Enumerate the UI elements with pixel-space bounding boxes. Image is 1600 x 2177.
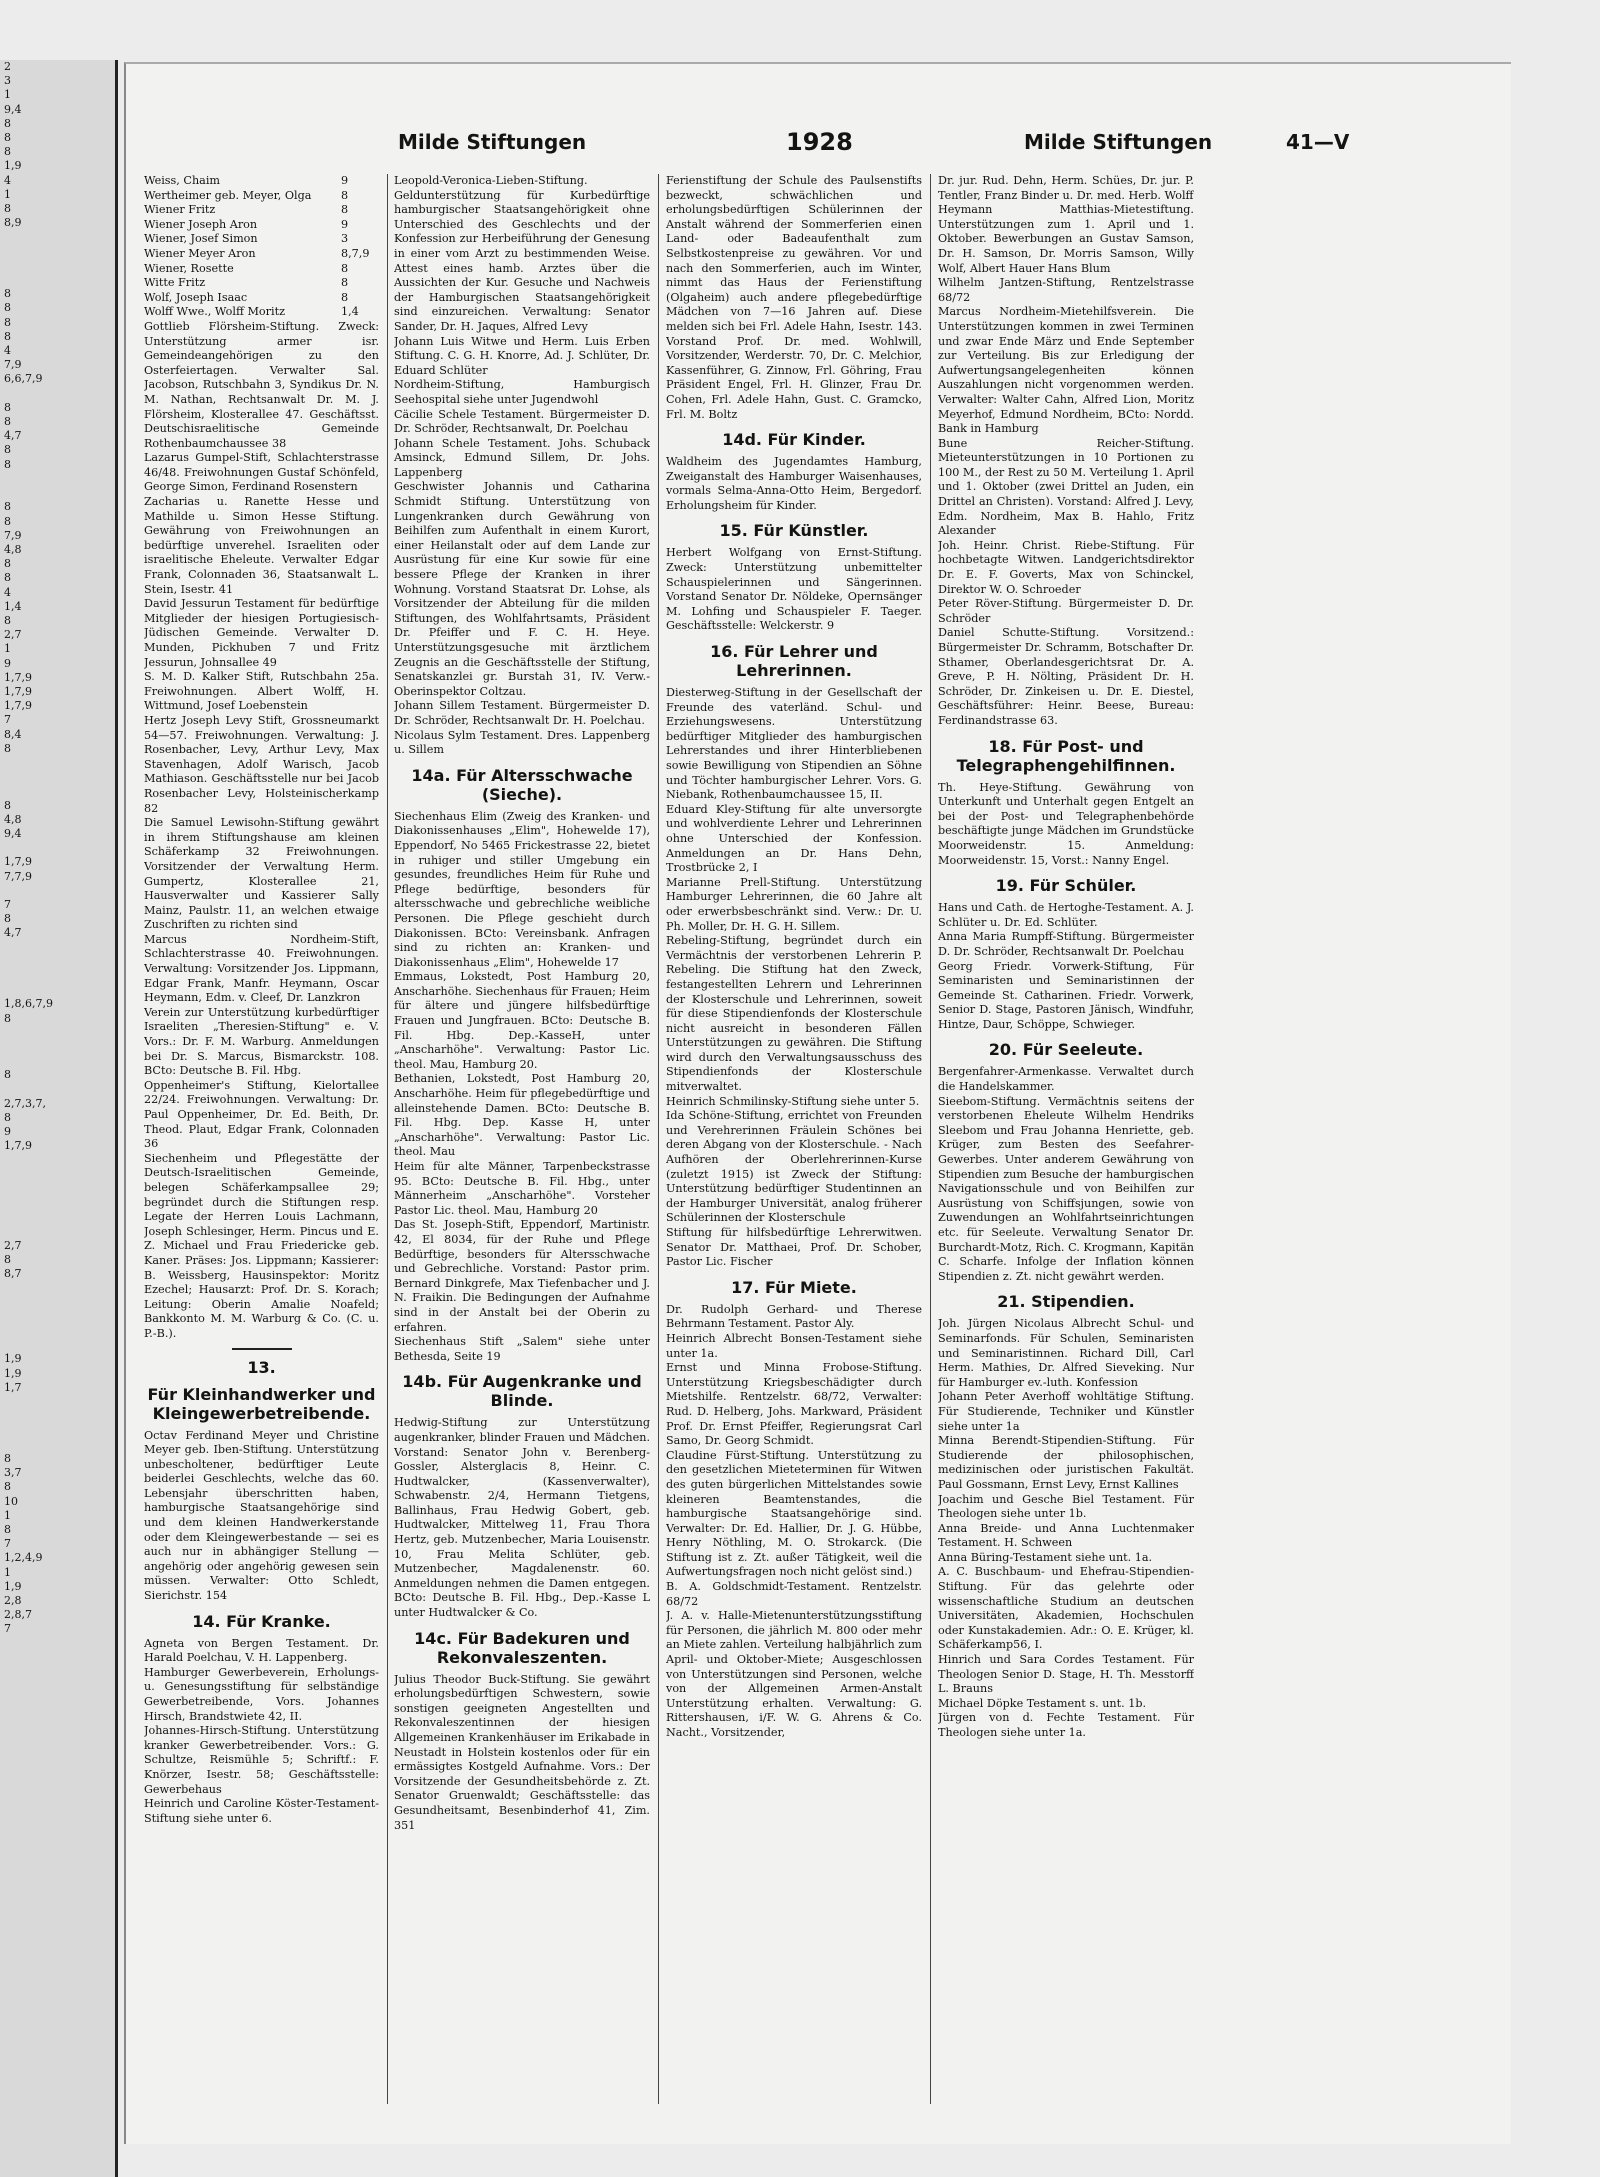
prev-page-number: 8 <box>4 912 11 926</box>
prev-page-number <box>0 983 115 997</box>
section-heading: 16. Für Lehrer und Lehrerinnen. <box>710 642 878 681</box>
prev-page-number: 1,7,9 <box>4 684 32 698</box>
prev-page-number: 8 <box>4 131 11 145</box>
prev-page-number: 8 <box>4 202 11 216</box>
section-heading: 21. Stipendien. <box>997 1292 1135 1312</box>
name-list-row <box>144 247 379 262</box>
prev-page-number: 1 <box>4 187 11 201</box>
prev-page-number: 1,4 <box>4 599 22 613</box>
entry: Joachim und Gesche Biel Testament. Für Theologen siehe unter 1b. <box>938 1492 1194 1521</box>
prev-page-number: 8 <box>4 741 11 755</box>
prev-page-number <box>0 259 115 273</box>
column-4 <box>938 174 1194 2104</box>
previous-page-edge <box>0 60 118 2177</box>
prev-page-number: 1,9 <box>4 1352 22 1366</box>
entry: Sieebom-Stiftung. Vermächtnis seitens der verstorbenen Eheleute Wilhelm Hendriks Sleebom und Frau Johanna Henriette, geb. Krüger, zum Besten des Seefahrer-Gewerbes. Unter anderem Gewährung von Stipendien zum Besuche der hamburgischen Navigationsschule und von Beihilfen zur Ausrüstung von Schiffsjungen, sowie von Zuwendungen an Wohlfahrtseinrichtungen etc. für Seeleute. Verwaltung Senator Dr. Burchardt-Motz, Rich. C. Krogmann, Kapitän C. Scharfe. Infolge der Inflation können Stipendien z. Zt. nicht gewährt werden. <box>938 1094 1194 1283</box>
prev-page-number: 7,7,9 <box>4 869 32 883</box>
prev-page-number <box>0 1196 115 1210</box>
name-list-name: Wiener Fritz <box>144 203 216 217</box>
entry: Dr. Rudolph Gerhard- und Therese Behrmann Testament. Pastor Aly. <box>666 1302 922 1331</box>
entry: Marianne Prell-Stiftung. Unterstützung Hamburger Lehrerinnen, die 60 Jahre alt oder erwerbsbeschränkt sind. Verw.: Dr. U. Ph. Moller, Dr. H. G. H. Sillem. <box>666 875 922 933</box>
entry: Geschwister Johannis und Catharina Schmidt Stiftung. Unterstützung von Lungenkranken durch Gewährung von Beihilfen zum Aufenthalt in einem Kurort, einer Heilanstalt oder auf dem Lande zur Ausrüstung für eine Kur sowie für eine bessere Pflege der Kranken in ihrer Wohnung. Vorstand Staatsrat Dr. Lohse, als Vorsitzender der Abteilung für die milden Stiftungen, des Wohlfahrtsamts, Präsident Dr. Pfeiffer und F. C. H. Heye. Unterstützungsgesuche mit ärztlichem Zeugnis an die Geschäftsstelle der Stiftung, Senatskanzlei gr. Burstah 31, IV. Verw.-Oberinspektor Coltzau. <box>394 480 650 698</box>
name-list-row <box>144 291 379 306</box>
section-heading: Für Kleinhandwerker und Kleingewerbetreibende. <box>147 1384 376 1423</box>
entry: Cäcilie Schele Testament. Bürgermeister D. Dr. Schröder, Rechtsanwalt, Dr. Poelchau <box>394 407 650 436</box>
prev-page-number: 9,4 <box>4 102 22 116</box>
entry: Herbert Wolfgang von Ernst-Stiftung. Zweck: Unterstützung unbemittelter Schauspielerinnen und Sängerinnen. Vorstand Senator Dr. Nöldeke, Opernsänger M. Lohfing und Schauspieler F. Taeger. Geschäftsstelle: Welckerstr. 9 <box>666 546 922 633</box>
entry: Oppenheimer's Stiftung, Kielortallee 22/24. Freiwohnungen. Verwaltung: Dr. Paul Oppenheimer, Dr. Ed. Beith, Dr. Theod. Plaut, Edgar Frank, Colonnaden 36 <box>144 1078 379 1151</box>
entry: Das St. Joseph-Stift, Eppendorf, Martinistr. 42, El 8034, für der Ruhe und Pflege Bedürftige, besonders für Altersschwache und Gebrechliche. Vorstand: Pastor prim. Bernard Dinkgrefe, Max Tiefenbacher und J. N. Fraikin. Die Bedingungen der Aufnahme sind in der Anstalt bei der Oberin zu erfahren. <box>394 1218 650 1334</box>
prev-page-number <box>0 273 115 287</box>
prev-page-number: 1,8,6,7,9 <box>4 997 53 1011</box>
prev-page-number: 4,7 <box>4 926 22 940</box>
prev-page-number <box>0 1409 115 1423</box>
prev-page-number <box>0 1083 115 1097</box>
entry: Joh. Jürgen Nicolaus Albrecht Schul- und Seminarfonds. Für Schulen, Seminaristen und Seminaristinnen. Richard Dill, Carl Herm. Mathies, Dr. Alfred Sieveking. Nur für Hamburger ev.-luth. Konfession <box>938 1317 1194 1389</box>
prev-page-number: 8 <box>4 457 11 471</box>
prev-page-number: 2,7 <box>4 628 22 642</box>
entry: Bergenfahrer-Armenkasse. Verwaltet durch die Handelskammer. <box>938 1065 1194 1094</box>
name-list-code: 8 <box>341 261 349 275</box>
prev-page-number <box>0 841 115 855</box>
prev-page-number: 4,7 <box>4 429 22 443</box>
prev-page-number <box>0 1210 115 1224</box>
section-heading: 14. Für Kranke. <box>192 1611 331 1631</box>
entry: Stiftung für hilfsbedürftige Lehrerwitwen. Senator Dr. Matthaei, Prof. Dr. Schober, Pastor Lic. Fischer <box>666 1226 922 1269</box>
prev-page-number: 8 <box>4 798 11 812</box>
entry: Anna Maria Rumpff-Stiftung. Bürgermeister D. Dr. Schröder, Rechtsanwalt Dr. Poelchau <box>938 930 1194 958</box>
entry: A. C. Buschbaum- und Ehefrau-Stipendien-Stiftung. Für das gelehrte oder wissenschaftliche Studium an deutschen Universitäten, Akademien, Hochschulen oder Kunstakademien. Adr.: O. E. Krüger, kl. Schäferkamp56, I. <box>938 1565 1194 1652</box>
entry: Bune Reicher-Stiftung. Mieteunterstützungen in 10 Portionen zu 100 M., der Rest zu 50 M. Verteilung 1. April und 1. Oktober (zwei Drittel an Juden, ein Drittel an Christen). Vorstand: Alfred J. Levy, Edm. Nordheim, Max B. Hahlo, Fritz Alexander <box>938 436 1194 538</box>
prev-page-number: 9 <box>4 656 11 670</box>
prev-page-number <box>0 1281 115 1295</box>
entry: Lazarus Gumpel-Stift, Schlachterstrasse 46/48. Freiwohnungen Gustaf Schönfeld, George Simon, Ferdinand Rosenstern <box>144 451 379 494</box>
column-rule <box>930 174 931 2104</box>
prev-page-number <box>0 770 115 784</box>
prev-page-number: 1,9 <box>4 1579 22 1593</box>
prev-page-number: 3 <box>4 74 11 88</box>
entry: Daniel Schutte-Stiftung. Vorsitzend.: Bürgermeister Dr. Schramm, Botschafter Dr. Sthamer, Oberlandesgerichtsrat Dr. A. Greve, P. H. Nölting, Präsident Dr. H. Schröder, Dr. Zinkeisen u. Dr. E. Diestel, Geschäftsführer: Heinr. Beese, Bureau: Ferdinandstrasse 63. <box>938 626 1194 727</box>
prev-page-number <box>0 1310 115 1324</box>
prev-page-number: 8 <box>4 301 11 315</box>
entry: Bethanien, Lokstedt, Post Hamburg 20, Anscharhöhe. Heim für pflegebedürftige und alleinstehende Damen. BCto: Deutsche B. Fil. Hbg. Dep. Kasse H, unter „Anscharhöhe". Verwaltung: Pastor Lic. theol. Mau <box>394 1072 650 1159</box>
prev-page-number: 7 <box>4 1622 11 1636</box>
name-list-name: Wolff Wwe., Wolff Moritz <box>144 305 285 319</box>
entry: Joh. Heinr. Christ. Riebe-Stiftung. Für hochbetagte Witwen. Landgerichtsdirektor Dr. E. F. Goverts, Max von Schinckel, Direktor W. O. Schroeder <box>938 538 1194 596</box>
prev-page-number: 8 <box>4 116 11 130</box>
prev-page-number: 7,9 <box>4 358 22 372</box>
column-1 <box>144 174 379 2104</box>
entry: David Jessurun Testament für bedürftige Mitglieder der hiesigen Portugiesisch-Jüdischen Gemeinde. Verwalter D. Munden, Pickhuben 7 und Fritz Jessurun, Johnsallee 49 <box>144 597 379 669</box>
running-header <box>126 130 1511 160</box>
prev-page-number <box>0 1154 115 1168</box>
prev-page-number <box>0 387 115 401</box>
name-list-row <box>144 232 379 247</box>
prev-page-number: 2,8,7 <box>4 1608 32 1622</box>
entry: Heinrich und Caroline Köster-Testament-Stiftung siehe unter 6. <box>144 1797 379 1825</box>
prev-page-number: 4,8 <box>4 812 22 826</box>
column-3 <box>666 174 922 2104</box>
name-list-code: 9 <box>341 174 349 187</box>
entry: Hinrich und Sara Cordes Testament. Für Theologen Senior D. Stage, H. Th. Messtorff L. Brauns <box>938 1653 1194 1696</box>
prev-page-number: 1,7,9 <box>4 1139 32 1153</box>
entry: Johannes-Hirsch-Stiftung. Unterstützung kranker Gewerbetreibender. Vors.: G. Schultze, Reismühle 5; Schriftf.: F. Knörzer, Isestr. 58; Geschäftsstelle: Gewerbehaus <box>144 1724 379 1796</box>
entry: Eduard Kley-Stiftung für alte unversorgte und wohlverdiente Lehrer und Lehrerinnen ohne Unterschied der Konfession. Anmeldungen an Dr. Hans Dehn, Trostbrücke 2, I <box>666 802 922 875</box>
prev-page-number <box>0 1026 115 1040</box>
prev-page-number <box>0 1338 115 1352</box>
prev-page-number: 8 <box>4 571 11 585</box>
prev-page-number <box>0 1168 115 1182</box>
entry: Marcus Nordheim-Stift, Schlachterstrasse 40. Freiwohnungen. Verwaltung: Vorsitzender Jos. Lippmann, Edgar Frank, Manfr. Heymann, Oscar Heymann, Edm. v. Cleef, Dr. Lanzkron <box>144 932 379 1005</box>
prev-page-number: 8 <box>4 613 11 627</box>
name-list-row <box>144 174 379 189</box>
name-list-code: 3 <box>341 232 349 246</box>
column-rule <box>387 174 388 2104</box>
prev-page-number: 8 <box>4 1522 11 1536</box>
prev-page-number: 8 <box>4 1480 11 1494</box>
entry: J. A. v. Halle-Mietenunterstützungsstiftung für Personen, die jährlich M. 800 oder mehr an Miete zahlen. Verteilung halbjährlich zum April- und Oktober-Miete; Ausgeschlossen von Unterstützungen sind Personen, welche von der Allgemeinen Armen-Anstalt Unterstützung erhalten. Verwaltung: G. Rittershausen, i/F. W. G. Ahrens & Co. Nacht., Vorsitzender, <box>666 1609 922 1739</box>
column-2 <box>394 174 650 2104</box>
entry: Hertz Joseph Levy Stift, Grossneumarkt 54—57. Freiwohnungen. Verwaltung: J. Rosenbacher, Levy, Arthur Levy, Max Stavenhagen, Adolf Warisch, Jacob Mathiason. Geschäftsstelle nur bei Jacob Rosenbacher Levy, Holsteinischerkamp 82 <box>144 713 379 815</box>
prev-page-number: 9 <box>4 1125 11 1139</box>
header-left-title: Milde Stiftungen <box>398 130 587 154</box>
prev-page-number: 10 <box>4 1494 18 1508</box>
entry: Claudine Fürst-Stiftung. Unterstützung zu den gesetzlichen Mieteterminen für Witwen des guten bürgerlichen Mittelstandes sowie kleineren Beamtenstandes, die hamburgische Staatsangehörige sind. Verwalter: Dr. Ed. Hallier, Dr. J. G. Hübbe, Henry Nöthling, M. O. Strokarck. (Die Stiftung ist z. Zt. außer Tätigkeit, weil die Aufwertungsfragen noch nicht gelöst sind.) <box>666 1448 922 1579</box>
prev-page-number: 8 <box>4 1111 11 1125</box>
header-year: 1928 <box>786 128 853 156</box>
entry: Rebeling-Stiftung, begründet durch ein Vermächtnis der verstorbenen Lehrerin P. Rebeling. Die Stiftung hat den Zweck, festangestellten Lehrern und Lehrerinnen der Klosterschule und Lehrerinnen, soweit für diese Stipendienfonds der Klosterschule nicht ausreicht in besonderen Fällen Unterstützungen zu gewähren. Die Stiftung wird durch den Verwaltungsausschuss des Stipendienfonds der Klosterschule mitverwaltet. <box>666 934 922 1094</box>
prev-page-number <box>0 941 115 955</box>
entry: Dr. jur. Rud. Dehn, Herm. Schües, Dr. jur. P. Tentler, Franz Binder u. Dr. med. Herb. Wolff <box>938 174 1194 202</box>
prev-page-number: 7 <box>4 713 11 727</box>
prev-page-number: 1 <box>4 88 11 102</box>
name-list-row <box>144 276 379 291</box>
name-list-code: 1,4 <box>341 305 359 319</box>
entry: Johann Sillem Testament. Bürgermeister D. Dr. Schröder, Rechtsanwalt Dr. H. Poelchau. <box>394 699 650 727</box>
entry: Agneta von Bergen Testament. Dr. Harald Poelchau, V. H. Lappenberg. <box>144 1636 379 1665</box>
prev-page-number: 8 <box>4 500 11 514</box>
prev-page-number: 8 <box>4 1253 11 1267</box>
prev-page-number <box>0 1182 115 1196</box>
name-list-name: Witte Fritz <box>144 276 206 290</box>
prev-page-number <box>0 1225 115 1239</box>
prev-page-number: 8 <box>4 1068 11 1082</box>
prev-page-number <box>0 1054 115 1068</box>
prev-page-number: 4 <box>4 344 11 358</box>
entry: Minna Berendt-Stipendien-Stiftung. Für Studierende der philosophischen, medizinischen oder juristischen Fakultät. Paul Gossmann, Ernst Levy, Ernst Kallines <box>938 1434 1194 1491</box>
entry: Siechenhaus Elim (Zweig des Kranken- und Diakonissenhauses „Elim", Hohewelde 17), Eppendorf, No 5465 Frickestrasse 22, bietet in ruhiger und stiller Umgebung ein gesundes, freundliches Heim für Ruhe und Pflege bedürftige, besonders für altersschwache und gebrechliche weibliche Personen. Die Pflege geschieht durch Diakonissen. BCto: Vereinsbank. Anfragen sind zu richten an: Kranken- und Diakonissenhaus „Elim", Hohewelde 17 <box>394 809 650 969</box>
name-list-row <box>144 218 379 233</box>
section-divider <box>232 1348 292 1350</box>
name-list-code: 8 <box>341 276 349 290</box>
prev-page-number: 8 <box>4 415 11 429</box>
prev-page-number <box>0 955 115 969</box>
entry: Georg Friedr. Vorwerk-Stiftung, Für Seminaristen und Seminaristinnen der Gemeinde St. Catharinen. Friedr. Vorwerk, Senior D. Stage, Pastoren Jänisch, Windfuhr, Hintze, Daur, Schöppe, Schwieger. <box>938 959 1194 1031</box>
section-heading: 14a. Für Altersschwache (Sieche). <box>411 765 633 804</box>
entry: Die Samuel Lewisohn-Stiftung gewährt in ihrem Stiftungshause am kleinen Schäferkamp 32 Freiwohnungen. Vorsitzender der Verwaltung Herm. Gumpertz, Klosterallee 21, Hausverwalter und Kassierer Sally Mainz, Paulstr. 11, an welchen etwaige Zuschriften zu richten sind <box>144 816 379 932</box>
prev-page-number: 4 <box>4 585 11 599</box>
entry: Gottlieb Flörsheim-Stiftung. Zweck: Unterstützung armer isr. Gemeindeangehörigen zu den Osterfeiertagen. Verwalter Sal. Jacobson, Rutschbahn 3, Syndikus Dr. N. M. Nathan, Rechtsanwalt Dr. M. J. Flörsheim, Klosterallee 47. Geschäftsst. Deutschisraelitische Gemeinde Rothenbaumchaussee 38 <box>144 319 379 450</box>
entry: Ferienstiftung der Schule des Paulsenstifts bezweckt, schwächlichen und erholungsbedürftigen Schülerinnen der Anstalt während der Sommerferien einen Land- oder Badeaufenthalt zum Selbstkostenpreise zu gewähren. Vor und nach den Sommerferien, auch im Winter, nimmt das Haus der Ferienstiftung (Olgaheim) auch andere pflegebedürftige Mädchen von 7—16 Jahren auf. Diese melden sich bei Frl. Adele Hahn, Isestr. 143. Vorstand Prof. Dr. med. Wohlwill, Vorsitzender, Werderstr. 70, Dr. C. Melchior, Kassenführer, G. Zinnow, Frl. Göhring, Frau Präsident Engel, Frl. H. Glinzer, Frau Dr. Cohen, Frl. Adele Hahn, Gust. C. Gramcko, Frl. M. Boltz <box>666 174 922 421</box>
prev-page-number: 8 <box>4 329 11 343</box>
name-list-name: Weiss, Chaim <box>144 174 221 187</box>
prev-page-number: 7 <box>4 897 11 911</box>
prev-page-number <box>0 245 115 259</box>
prev-page-number: 1,9 <box>4 159 22 173</box>
prev-page-number: 1 <box>4 1508 11 1522</box>
prev-page-number <box>0 472 115 486</box>
name-list-name: Wertheimer geb. Meyer, Olga <box>144 188 312 202</box>
entry: Verein zur Unterstützung kurbedürftiger Israeliten „Theresien-Stiftung" e. V. Vors.: Dr. F. M. Warburg. Anmeldungen bei Dr. S. Marcus, Bismarckstr. 108. BCto: Deutsche B. Fil. Hbg. <box>144 1005 379 1078</box>
entry: Heinrich Albrecht Bonsen-Testament siehe unter 1a. <box>666 1331 922 1360</box>
name-list-name: Wiener, Josef Simon <box>144 232 258 246</box>
section-heading: 14b. Für Augenkranke und Blinde. <box>402 1372 642 1411</box>
section-heading: 19. Für Schüler. <box>995 876 1137 896</box>
section-heading: 14d. Für Kinder. <box>722 430 866 450</box>
entry: Hamburger Gewerbeverein, Erholungs- u. Genesungsstiftung für selbständige Gewerbetreibende, Vors. Johannes Hirsch, Brandstwiete 42, II. <box>144 1665 379 1723</box>
entry: Peter Röver-Stiftung. Bürgermeister D. Dr. Schröder <box>938 597 1194 625</box>
name-list-code: 8 <box>341 203 349 217</box>
page-number: 41—V <box>1286 130 1350 154</box>
prev-page-number: 1,7 <box>4 1380 22 1394</box>
prev-page-number: 8,9 <box>4 216 22 230</box>
prev-page-number <box>0 1438 115 1452</box>
name-list-row <box>144 305 379 320</box>
entry: Johann Schele Testament. Johs. Schuback Amsinck, Edmund Sillem, Dr. Johs. Lappenberg <box>394 436 650 479</box>
entry: Heim für alte Männer, Tarpenbeckstrasse 95. BCto: Deutsche B. Fil. Hbg., unter Männerheim „Anscharhöhe". Vorsteher Pastor Lic. theol. Mau, Hamburg 20 <box>394 1160 650 1217</box>
prev-page-number: 8,4 <box>4 727 22 741</box>
prev-page-number: 9,4 <box>4 826 22 840</box>
entry: Ernst und Minna Frobose-Stiftung. Unterstützung Kriegsbeschädigter durch Mietshilfe. Rentzelstr. 68/72, Verwalter: Rud. D. Helberg, Johs. Markward, Präsident Prof. Dr. Ernst Pfeiffer, Regierungsrat Carl Samo, Dr. Georg Schmidt. <box>666 1361 922 1448</box>
prev-page-number <box>0 230 115 244</box>
prev-page-number <box>0 784 115 798</box>
entry: Siechenheim und Pflegestätte der Deutsch-Israelitischen Gemeinde, belegen Schäferkampsallee 29; begründet durch die Stiftungen resp. Legate der Herren Louis Lachmann, Joseph Schlesinger, Herm. Pincus und E. Z. Michael und Frau Friedericke geb. Kaner. Präses: Jos. Lippmann; Kassierer: B. Weissberg, Hausinspektor: Moritz Ezechel; Hausarzt: Prof. Dr. S. Korach; Leitung: Oberin Amalie Noafeld; Bankkonto M. M. Warburg & Co. (C. u. P.-B.). <box>144 1151 379 1340</box>
prev-page-number <box>0 1424 115 1438</box>
entry: B. A. Goldschmidt-Testament. Rentzelstr. 68/72 <box>666 1580 922 1608</box>
header-right-title: Milde Stiftungen <box>1024 130 1213 154</box>
section-heading: 15. Für Künstler. <box>719 521 869 541</box>
prev-page-number <box>0 756 115 770</box>
prev-page-number: 8 <box>4 145 11 159</box>
prev-page-number: 1,9 <box>4 1366 22 1380</box>
column-rule <box>658 174 659 2104</box>
entry: Michael Döpke Testament s. unt. 1b. <box>938 1696 1147 1710</box>
entry: Hans und Cath. de Hertoghe-Testament. A. J. Schlüter u. Dr. Ed. Schlüter. <box>938 901 1194 929</box>
prev-page-number: 8 <box>4 514 11 528</box>
name-list-name: Wolf, Joseph Isaac <box>144 290 248 304</box>
entry: Johann Luis Witwe und Herm. Luis Erben Stiftung. C. G. H. Knorre, Ad. J. Schlüter, Dr. Eduard Schlüter <box>394 334 650 377</box>
entry: Leopold-Veronica-Lieben-Stiftung. Geldunterstützung für Kurbedürftige hamburgischer Staatsangehörigkeit ohne Unterschied des Geschlechts und der Konfession zur Herbeiführung der Genesung in einer vom Arzt zu bestimmenden Weise. Attest eines hamb. Arztes über die Aussichten der Kur. Gesuche und Nachweis der Hamburgischen Staatsangehörigkeit sind einzureichen. Verwaltung: Senator Sander, Dr. H. Jaques, Alfred Levy <box>394 174 650 333</box>
prev-page-number <box>0 884 115 898</box>
entry: Hedwig-Stiftung zur Unterstützung augenkranker, blinder Frauen und Mädchen. Vorstand: Senator John v. Berenberg-Gossler, Alsterglacis 8, Heinr. C. Hudtwalcker, (Kassenverwalter), Schwabenstr. 2/4, Hermann Tietgens, Ballinhaus, Frau Hedwig Gobert, geb. Hudtwalcker, Mittelweg 11, Frau Thora Hertz, geb. Mutzenbecher, Maria Louisenstr. 10, Frau Melita Schlüter, geb. Mutzenbecher, Magdalenenstr. 60. Anmeldungen nehmen die Damen entgegen. BCto: Deutsche B. Fil. Hbg., Dep.-Kasse L unter Hudtwalcker & Co. <box>394 1416 650 1620</box>
entry: Johann Peter Averhoff wohltätige Stiftung. Für Studierende, Techniker und Künstler siehe unter 1a <box>938 1390 1194 1433</box>
entry: Waldheim des Jugendamtes Hamburg, Zweiganstalt des Hamburger Waisenhauses, vormals Selma-Anna-Otto Heim, Bergedorf. Erholungsheim für Kinder. <box>666 455 922 512</box>
entry: Anna Breide- und Anna Luchtenmaker Testament. H. Schween <box>938 1521 1194 1550</box>
prev-page-number: 4,8 <box>4 542 22 556</box>
name-list-name: Wiener, Rosette <box>144 261 234 275</box>
prev-page-number <box>0 1395 115 1409</box>
name-list-row <box>144 203 379 218</box>
prev-page-number <box>0 1296 115 1310</box>
prev-page-number: 2 <box>4 60 11 73</box>
section-number: 13. <box>247 1357 276 1377</box>
prev-page-number: 8 <box>4 557 11 571</box>
prev-page-number: 1,7,9 <box>4 670 32 684</box>
prev-page-number: 6,6,7,9 <box>4 372 43 386</box>
book-page <box>124 62 1511 2144</box>
prev-page-number: 8 <box>4 443 11 457</box>
section-heading: 20. Für Seeleute. <box>988 1040 1144 1060</box>
prev-page-number: 1,7,9 <box>4 855 32 869</box>
section-heading: 14c. Für Badekuren und Rekonvaleszenten. <box>414 1628 630 1667</box>
name-list-code: 8 <box>341 290 349 304</box>
prev-page-number <box>0 969 115 983</box>
prev-page-number: 8 <box>4 400 11 414</box>
entry: Octav Ferdinand Meyer und Christine Meyer geb. Iben-Stiftung. Unterstützung unbescholtener, bedürftiger Leute beiderlei Geschlechts, welche das 60. Lebensjahr überschritten haben, hamburgische Staatsangehörige sind und dem kleinen Handwerkerstande oder dem Kleingewerbestande — sei es auch nur in abhängiger Stellung — angehörig oder angehörig gewesen sein müssen. Verwalter: Otto Schledt, Sierichstr. 154 <box>144 1428 379 1603</box>
entry: Nordheim-Stiftung, Hamburgisch Seehospital siehe unter Jugendwohl <box>394 378 650 406</box>
section-heading: 18. Für Post- und Telegraphengehilfinnen. <box>956 736 1176 775</box>
name-list-code: 8,7,9 <box>341 246 370 260</box>
name-list-row <box>144 262 379 277</box>
prev-page-number: 8 <box>4 1011 11 1025</box>
prev-page-number: 1,7,9 <box>4 699 32 713</box>
entry: Diesterweg-Stiftung in der Gesellschaft der Freunde des vaterländ. Schul- und Erziehungswesens. Unterstützung bedürftiger Mitglieder des hamburgischen Lehrerstandes und ihrer Hinterbliebenen sowie Bewilligung von Stipendien an Söhne und Töchter hamburgischer Lehrer. Vors. G. Niebank, Rothenbaumchaussee 15, II. <box>666 686 922 802</box>
prev-page-number: 1 <box>4 642 11 656</box>
entry: S. M. D. Kalker Stift, Rutschbahn 25a. Freiwohnungen. Albert Wolff, H. Wittmund, Josef Loebenstein <box>144 670 379 713</box>
prev-page-number: 1 <box>4 1565 11 1579</box>
entry: Jürgen von d. Fechte Testament. Für Theologen siehe unter 1a. <box>938 1711 1194 1739</box>
prev-page-number: 8,7 <box>4 1267 22 1281</box>
prev-page-number: 3,7 <box>4 1466 22 1480</box>
entry: Anna Büring-Testament siehe unt. 1a. <box>938 1550 1153 1564</box>
entry: Heinrich Schmilinsky-Stiftung siehe unter 5. <box>666 1094 920 1108</box>
entry: Marcus Nordheim-Mietehilfsverein. Die Unterstützungen kommen in zwei Terminen und zwar Ende März und Ende September zur Verteilung. Bis zur Erledigung der Aufwertungsangelegenheiten können Auszahlungen nicht vorgenommen werden. Verwalter: Walter Cahn, Alfred Lion, Moritz Meyerhof, Edmund Nordheim, BCto: Nordd. Bank in Hamburg <box>938 305 1194 436</box>
prev-page-number <box>0 1040 115 1054</box>
entry: Zacharias u. Ranette Hesse und Mathilde u. Simon Hesse Stiftung. Gewährung von Freiwohnungen an bedürftige unverehel. Israeliten oder israelitische Eheleute. Verwalter Edgar Frank, Colonnaden 36, Staatsanwalt L. Stein, Isestr. 41 <box>144 495 379 596</box>
prev-page-number: 8 <box>4 1451 11 1465</box>
entry: Th. Heye-Stiftung. Gewährung von Unterkunft und Unterhalt gegen Entgelt an bei der Post- und Telegraphenbehörde beschäftigte junge Mädchen im Grundstücke Moorweidenstr. 15. Anmeldung: Moorweidenstr. 15, Vorst.: Nanny Engel. <box>938 780 1194 867</box>
name-list-code: 8 <box>341 188 349 202</box>
prev-page-number <box>0 1324 115 1338</box>
section-heading: 17. Für Miete. <box>731 1277 857 1297</box>
entry: Siechenhaus Stift „Salem" siehe unter Bethesda, Seite 19 <box>394 1335 650 1363</box>
entry: Wilhelm Jantzen-Stiftung, Rentzelstrasse 68/72 <box>938 276 1194 304</box>
prev-page-number: 7,9 <box>4 528 22 542</box>
prev-page-number: 4 <box>4 173 11 187</box>
prev-page-number: 7 <box>4 1537 11 1551</box>
prev-page-number: 1,2,4,9 <box>4 1551 43 1565</box>
entry: Ida Schöne-Stiftung, errichtet von Freunden und Verehrerinnen Fräulein Schönes bei deren Abgang von der Klosterschule. - Nach Aufhören der Oberlehrerinnen-Kurse (zuletzt 1915) ist Zweck der Stiftung: Unterstützung bedürftiger Studentinnen an der Hamburger Universität, analog früherer Schülerinnen der Klosterschule <box>666 1109 922 1225</box>
prev-page-number: 2,7 <box>4 1238 22 1252</box>
entry: Nicolaus Sylm Testament. Dres. Lappenberg u. Sillem <box>394 728 650 757</box>
name-list <box>144 174 379 320</box>
prev-page-number: 8 <box>4 287 11 301</box>
entry: Julius Theodor Buck-Stiftung. Sie gewährt erholungsbedürftigen Schwestern, sowie sonstigen geeigneten Angestellten und Rekonvaleszentinnen der hiesigen Allgemeinen Krankenhäuser im Erikabade in Neustadt in Holstein kostenlos oder für ein ermässigtes Kostgeld Aufnahme. Vors.: Der Vorsitzende der Gesundheitsbehörde z. Zt. Senator Gruenwaldt; Geschäftsstelle: das Gesundheitsamt, Besenbinderhof 41, Zim. 351 <box>394 1672 650 1832</box>
entry: Emmaus, Lokstedt, Post Hamburg 20, Anscharhöhe. Siechenhaus für Frauen; Heim für ältere und jüngere hilfsbedürftige Frauen und Jungfrauen. BCto: Deutsche B. Fil. Hbg. Dep.-KasseH, unter „Anscharhöhe". Verwaltung: Pastor Lic. theol. Mau, Hamburg 20. <box>394 970 650 1071</box>
name-list-code: 9 <box>341 217 349 231</box>
name-list-name: Wiener Meyer Aron <box>144 246 256 260</box>
prev-page-number <box>0 486 115 500</box>
entry: Heymann Matthias-Mietestiftung. Unterstützungen zum 1. April und 1. Oktober. Bewerbungen an Gustav Samson, Dr. H. Samson, Dr. Morris Samson, Willy Wolf, Albert Hauer Hans Blum <box>938 203 1194 275</box>
prev-page-number: 2,8 <box>4 1593 22 1607</box>
name-list-name: Wiener Joseph Aron <box>144 217 258 231</box>
prev-page-number: 8 <box>4 315 11 329</box>
name-list-row <box>144 189 379 204</box>
prev-page-number: 2,7,3,7, <box>4 1096 46 1110</box>
